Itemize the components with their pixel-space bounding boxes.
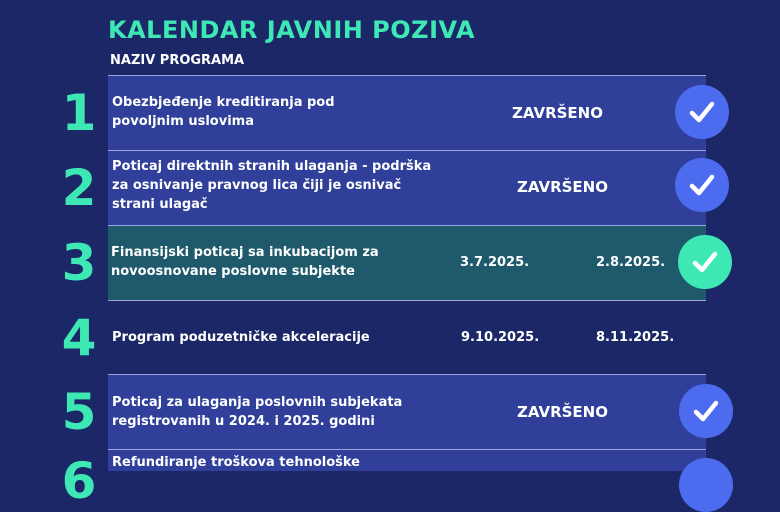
row-number: 4: [61, 309, 97, 367]
program-name: Refundiranje troškova tehnološke: [112, 455, 360, 470]
checkmark-icon: [678, 235, 732, 289]
start-date: 3.7.2025.: [460, 255, 530, 270]
checkmark-icon: [679, 458, 733, 470]
row-number: 6: [61, 452, 97, 510]
program-name: Poticaj direktnih stranih ulaganja - podrška za osnivanje pravnog lica čiji je osnivač strani ulagač: [112, 159, 432, 212]
program-name: Poticaj za ulaganja poslovnih subjekata registrovanih u 2024. i 2025. godini: [112, 395, 403, 429]
start-date: 9.10.2025.: [461, 330, 540, 345]
checkmark-icon: [675, 85, 729, 139]
row-number: 5: [61, 383, 97, 441]
row-number: 3: [61, 234, 97, 292]
status-badge: ZAVRŠENO: [517, 403, 608, 421]
program-name: Finansijski poticaj sa inkubacijom za novoosnovane poslovne subjekte: [111, 245, 379, 279]
program-name: Program poduzetničke akceleracije: [112, 330, 370, 345]
row-number: 2: [61, 159, 97, 217]
checkmark-icon: [679, 384, 733, 438]
status-badge: ZAVRŠENO: [512, 104, 603, 122]
checkmark-icon: [675, 158, 729, 212]
end-date: 2.8.2025.: [596, 255, 666, 270]
row-number: 1: [61, 84, 97, 142]
program-name: Obezbjeđenje kreditiranja pod povoljnim uslovima: [112, 95, 335, 129]
page-title: KALENDAR JAVNIH POZIVA: [108, 16, 476, 44]
end-date: 8.11.2025.: [596, 330, 675, 345]
column-header-program: NAZIV PROGRAMA: [110, 53, 245, 68]
status-badge: ZAVRŠENO: [517, 178, 608, 196]
